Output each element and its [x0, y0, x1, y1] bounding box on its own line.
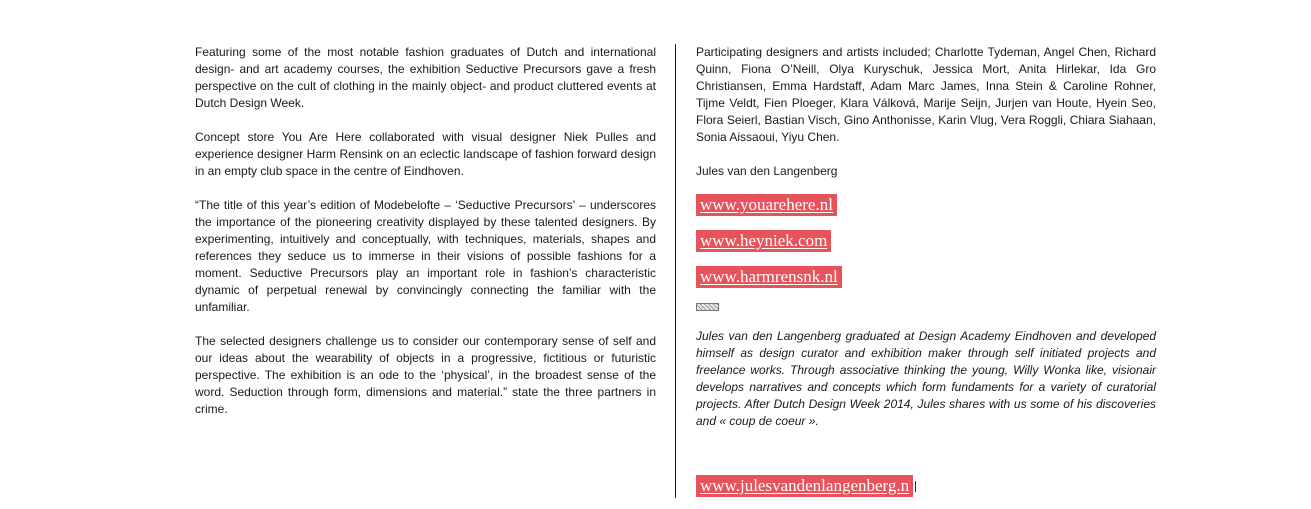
text-cursor-icon: [915, 481, 916, 492]
column-divider: [675, 44, 676, 498]
quote-paragraph: “The title of this year’s edition of Modebelofte – ‘Seductive Precursors’ – underscores the importance of the pioneering creativity displayed by these talented designers. By experimenting, intuitively and conceptually, with techniques, materials, shapes and references they seduce us to immerse in their visions of possible fashions for a moment. Seductive Precursors play an important role in fashion’s characteristic dynamic of perpetual renewal by convincingly connecting the familiar with the unfamiliar.: [195, 198, 656, 314]
harmrensnk-link[interactable]: www.harmrensnk.nl: [696, 266, 842, 288]
heyniek-link[interactable]: www.heyniek.com: [696, 230, 831, 252]
intro-paragraph: Featuring some of the most notable fashion graduates of Dutch and international design- and art academy courses, the exhibition Seductive Precursors gave a fresh perspective on the cult of clothing in the mainly object- and product cluttered events at Dutch Design Week.: [195, 45, 656, 110]
right-text-column: [696, 44, 1156, 430]
author-bio: Jules van den Langenberg graduated at Design Academy Eindhoven and developed himself as design curator and exhibition maker through self initiated projects and freelance works. Through associative thinking the young, Willy Wonka like, visionair develops narratives and concepts which form fundaments for a variety of curatorial projects. After Dutch Design Week 2014, Jules shares with us some of his discoveries and « coup de coeur ».: [696, 329, 1156, 428]
youarehere-link[interactable]: www.youarehere.nl: [696, 194, 837, 216]
collaboration-paragraph: Concept store You Are Here collaborated with visual designer Niek Pulles and experience designer Harm Rensink on an eclectic landscape of fashion forward design in an empty club space in the centre of Eindhoven.: [195, 130, 656, 178]
participants-paragraph: Participating designers and artists included; Charlotte Tydeman, Angel Chen, Richard Quinn, Fiona O’Neill, Olya Kuryschuk, Jessica Mort, Anita Hirlekar, Ida Gro Christiansen, Emma Hardstaff, Adam Marc James, Inna Stein & Caroline Rohner, Tijme Veldt, Fien Ploeger, Klara Válková, Marije Seijn, Jurjen van Houte, Hyein Seo, Flora Seierl, Bastian Visch, Gino Anthonisse, Karin Vlug, Vera Roggli, Chiara Siahaan, Sonia Aissaoui, Yiyu Chen.: [696, 45, 1156, 144]
left-text-column: [195, 44, 656, 418]
link-row-heyniek: [696, 230, 1156, 266]
link-row-youarehere: [696, 194, 1156, 230]
author-name: Jules van den Langenberg: [696, 164, 838, 178]
julesvandenlangenberg-link[interactable]: www.julesvandenlangenberg.n: [696, 475, 913, 497]
broken-image-icon: [696, 303, 719, 311]
link-row-harmrensnk: [696, 266, 1156, 292]
closing-paragraph: The selected designers challenge us to consider our contemporary sense of self and our ideas about the wearability of objects in a progressive, fictitious or futuristic perspective. The exhibition is an ode to the ‘physical’, in the broadest sense of the word. Seduction through form, dimensions and material.” state the three partners in crime.: [195, 334, 656, 416]
broken-image-row: [696, 296, 1156, 318]
final-link-row: [696, 475, 916, 497]
